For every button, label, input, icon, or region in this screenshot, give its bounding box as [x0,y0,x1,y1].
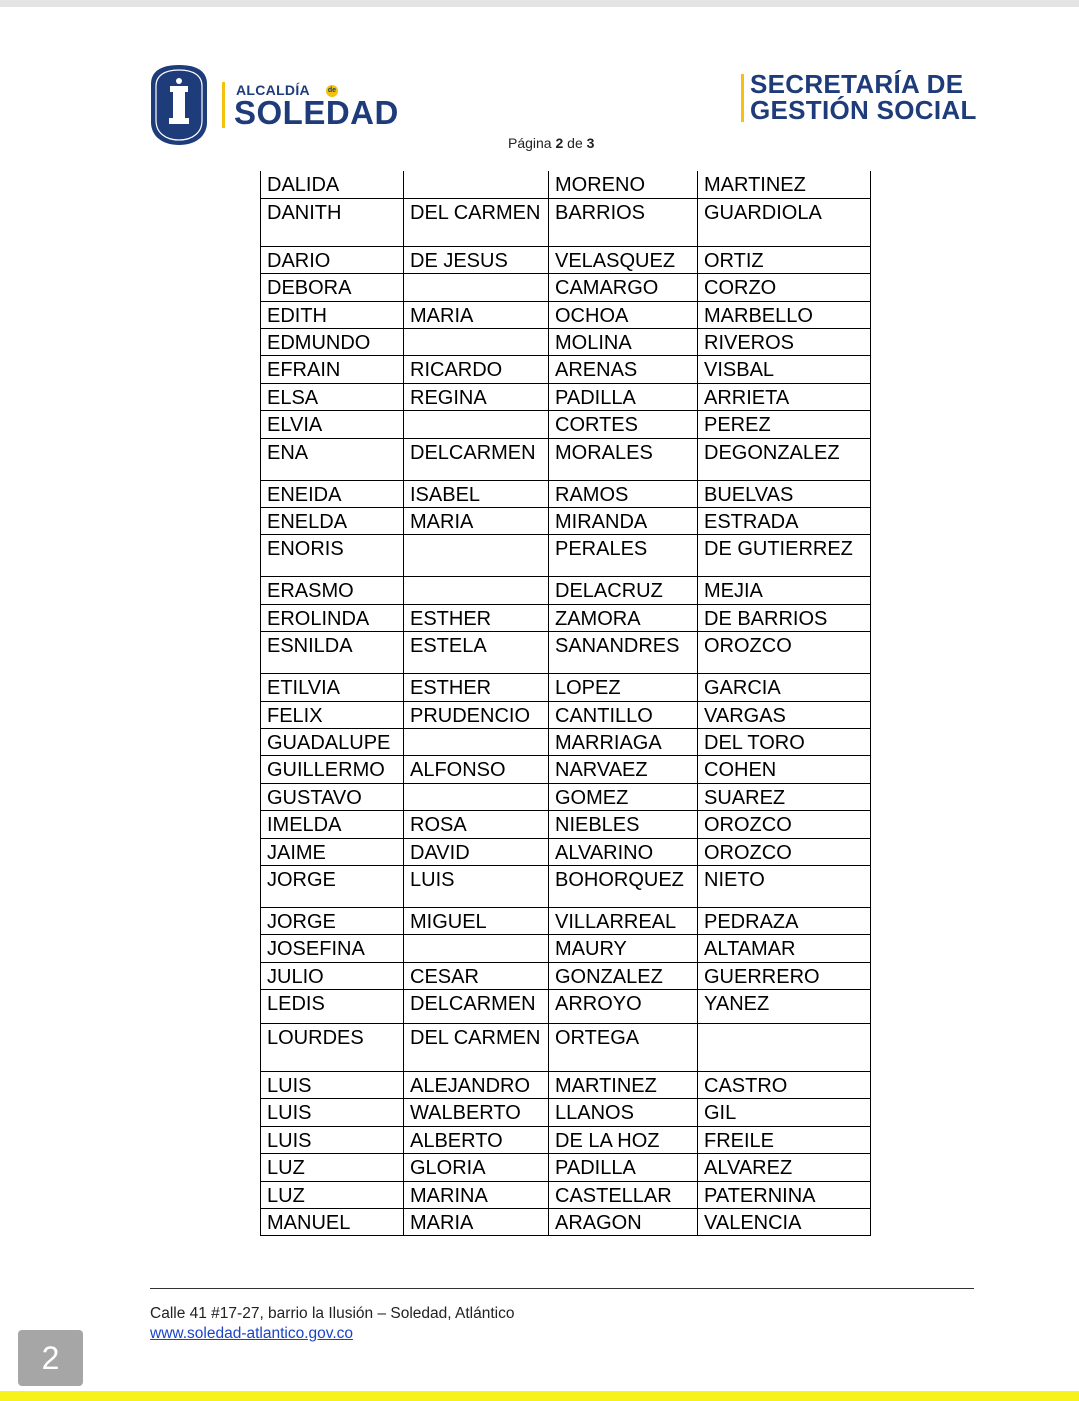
first-name-cell: ELSA [261,383,404,410]
first-surname-cell: MORENO [549,171,698,198]
middle-name-cell [404,577,549,604]
table-row [261,1154,871,1181]
beneficiaries-table [260,171,871,1236]
middle-name-cell: MIGUEL [404,907,549,934]
first-surname-cell: CASTELLAR [549,1181,698,1208]
first-surname-cell: MOLINA [549,329,698,356]
table-row [261,1181,871,1208]
first-name-cell: LUZ [261,1154,404,1181]
table-row [261,274,871,301]
page-prefix: Página [508,135,552,151]
second-surname-cell: ALTAMAR [698,935,871,962]
first-surname-cell: BOHORQUEZ [549,865,698,907]
first-name-cell: GUADALUPE [261,728,404,755]
second-surname-cell: YANEZ [698,990,871,1024]
middle-name-cell [404,329,549,356]
first-name-cell: ETILVIA [261,674,404,701]
middle-name-cell: ALFONSO [404,756,549,783]
middle-name-cell [404,728,549,755]
second-surname-cell: MARTINEZ [698,171,871,198]
first-surname-cell: ARENAS [549,356,698,383]
table-body [261,171,871,1236]
first-name-cell: EDMUNDO [261,329,404,356]
table-row [261,756,871,783]
middle-name-cell: MARIA [404,301,549,328]
first-surname-cell: ZAMORA [549,604,698,631]
right-logo-divider [741,74,744,122]
first-surname-cell: PADILLA [549,1154,698,1181]
second-surname-cell: BUELVAS [698,480,871,507]
middle-name-cell: MARIA [404,1209,549,1236]
footer-address: Calle 41 #17-27, barrio la Ilusión – Soledad, Atlántico [150,1305,515,1322]
second-surname-cell: OROZCO [698,632,871,674]
first-surname-cell: VELASQUEZ [549,246,698,273]
second-surname-cell: GARCIA [698,674,871,701]
first-surname-cell: ALVARINO [549,838,698,865]
first-name-cell: ENELDA [261,508,404,535]
first-surname-cell: OCHOA [549,301,698,328]
first-name-cell: JAIME [261,838,404,865]
first-name-cell: DANITH [261,198,404,246]
second-surname-cell: OROZCO [698,838,871,865]
table-row [261,577,871,604]
middle-name-cell: ALEJANDRO [404,1072,549,1099]
first-name-cell: LOURDES [261,1024,404,1072]
middle-name-cell: DAVID [404,838,549,865]
table-row [261,701,871,728]
alcaldia-de-badge: de [326,85,338,97]
second-surname-cell: ALVAREZ [698,1154,871,1181]
second-surname-cell: ESTRADA [698,508,871,535]
first-name-cell: MANUEL [261,1209,404,1236]
middle-name-cell: ESTHER [404,604,549,631]
soledad-logo-text: SOLEDAD [234,94,399,131]
table-row [261,508,871,535]
middle-name-cell: REGINA [404,383,549,410]
first-name-cell: JOSEFINA [261,935,404,962]
middle-name-cell: ISABEL [404,480,549,507]
table-row [261,907,871,934]
first-name-cell: ENA [261,438,404,480]
second-surname-cell: GIL [698,1099,871,1126]
first-surname-cell: CANTILLO [549,701,698,728]
first-name-cell: LUIS [261,1072,404,1099]
first-surname-cell: MARRIAGA [549,728,698,755]
second-surname-cell: OROZCO [698,811,871,838]
middle-name-cell: ESTHER [404,674,549,701]
first-name-cell: EDITH [261,301,404,328]
first-surname-cell: GOMEZ [549,783,698,810]
middle-name-cell [404,535,549,577]
second-surname-cell: DE GUTIERREZ [698,535,871,577]
table-row [261,674,871,701]
middle-name-cell [404,783,549,810]
table-row [261,535,871,577]
table-row [261,783,871,810]
first-name-cell: LUIS [261,1126,404,1153]
middle-name-cell [404,274,549,301]
first-surname-cell: LOPEZ [549,674,698,701]
first-surname-cell: ARROYO [549,990,698,1024]
second-surname-cell: DE BARRIOS [698,604,871,631]
table-row [261,1072,871,1099]
second-surname-cell: VARGAS [698,701,871,728]
second-surname-cell: GUERRERO [698,962,871,989]
middle-name-cell: DELCARMEN [404,990,549,1024]
second-surname-cell: CORZO [698,274,871,301]
first-surname-cell: NIEBLES [549,811,698,838]
second-surname-cell: NIETO [698,865,871,907]
middle-name-cell: ROSA [404,811,549,838]
first-surname-cell: MORALES [549,438,698,480]
middle-name-cell: DE JESUS [404,246,549,273]
first-surname-cell: SANANDRES [549,632,698,674]
table-row [261,198,871,246]
middle-name-cell: DEL CARMEN [404,1024,549,1072]
table-row [261,632,871,674]
second-surname-cell: DEL TORO [698,728,871,755]
table-row [261,865,871,907]
first-name-cell: FELIX [261,701,404,728]
first-name-cell: ERASMO [261,577,404,604]
second-surname-cell: FREILE [698,1126,871,1153]
second-surname-cell: PEREZ [698,411,871,438]
table-row [261,301,871,328]
first-surname-cell: CAMARGO [549,274,698,301]
first-name-cell: ENEIDA [261,480,404,507]
second-surname-cell: CASTRO [698,1072,871,1099]
first-name-cell: GUSTAVO [261,783,404,810]
second-surname-cell: SUAREZ [698,783,871,810]
first-surname-cell: DELACRUZ [549,577,698,604]
table-row [261,383,871,410]
table-row [261,1209,871,1236]
municipal-seal-icon [150,64,208,146]
table-row [261,438,871,480]
middle-name-cell [404,171,549,198]
page-indicator [508,135,594,151]
second-surname-cell: VALENCIA [698,1209,871,1236]
first-name-cell: ESNILDA [261,632,404,674]
table-row [261,935,871,962]
table-row [261,604,871,631]
second-surname-cell: ARRIETA [698,383,871,410]
alcaldia-label: ALCALDÍA [236,82,310,98]
first-name-cell: EROLINDA [261,604,404,631]
table-row [261,329,871,356]
footer-website-link[interactable]: www.soledad-atlantico.gov.co [150,1325,354,1342]
second-surname-cell: COHEN [698,756,871,783]
first-name-cell: JULIO [261,962,404,989]
page-current: 2 [555,135,564,151]
second-surname-cell: DEGONZALEZ [698,438,871,480]
second-surname-cell: GUARDIOLA [698,198,871,246]
first-name-cell: IMELDA [261,811,404,838]
first-surname-cell: MARTINEZ [549,1072,698,1099]
table-row [261,990,871,1024]
middle-name-cell: DEL CARMEN [404,198,549,246]
page-total: 3 [586,135,595,151]
first-surname-cell: MAURY [549,935,698,962]
middle-name-cell: ALBERTO [404,1126,549,1153]
table-row [261,480,871,507]
page-number-badge: 2 [18,1330,83,1386]
second-surname-cell: MEJIA [698,577,871,604]
second-surname-cell: VISBAL [698,356,871,383]
first-surname-cell: ORTEGA [549,1024,698,1072]
middle-name-cell: LUIS [404,865,549,907]
first-surname-cell: NARVAEZ [549,756,698,783]
first-name-cell: LUZ [261,1181,404,1208]
secretaria-title-line2: GESTIÓN SOCIAL [750,95,977,125]
first-surname-cell: PADILLA [549,383,698,410]
first-surname-cell: DE LA HOZ [549,1126,698,1153]
second-surname-cell: MARBELLO [698,301,871,328]
table-row [261,356,871,383]
second-surname-cell [698,1024,871,1072]
table-row [261,411,871,438]
footer-divider [150,1288,974,1289]
first-surname-cell: CORTES [549,411,698,438]
middle-name-cell: DELCARMEN [404,438,549,480]
page-sep: de [567,135,583,151]
first-surname-cell: VILLARREAL [549,907,698,934]
first-name-cell: ELVIA [261,411,404,438]
first-name-cell: EFRAIN [261,356,404,383]
top-edge [0,0,1079,7]
table-row [261,171,871,198]
first-surname-cell: BARRIOS [549,198,698,246]
middle-name-cell: MARINA [404,1181,549,1208]
middle-name-cell: CESAR [404,962,549,989]
table-row [261,838,871,865]
first-name-cell: DEBORA [261,274,404,301]
middle-name-cell: MARIA [404,508,549,535]
table-row [261,1024,871,1072]
middle-name-cell: PRUDENCIO [404,701,549,728]
second-surname-cell: RIVEROS [698,329,871,356]
first-surname-cell: GONZALEZ [549,962,698,989]
first-name-cell: JORGE [261,865,404,907]
first-name-cell: JORGE [261,907,404,934]
middle-name-cell: RICARDO [404,356,549,383]
table-row [261,1126,871,1153]
bottom-edge [0,1391,1079,1401]
first-name-cell: LEDIS [261,990,404,1024]
table-row [261,1099,871,1126]
middle-name-cell: ESTELA [404,632,549,674]
first-surname-cell: ARAGON [549,1209,698,1236]
first-name-cell: GUILLERMO [261,756,404,783]
first-name-cell: LUIS [261,1099,404,1126]
middle-name-cell [404,411,549,438]
first-surname-cell: PERALES [549,535,698,577]
table-row [261,246,871,273]
middle-name-cell [404,935,549,962]
secretaria-title-line1: SECRETARÍA DE [750,69,964,99]
first-surname-cell: LLANOS [549,1099,698,1126]
middle-name-cell: GLORIA [404,1154,549,1181]
middle-name-cell: WALBERTO [404,1099,549,1126]
table-row [261,728,871,755]
first-surname-cell: RAMOS [549,480,698,507]
first-name-cell: ENORIS [261,535,404,577]
left-logo-divider [222,82,225,128]
table-row [261,811,871,838]
first-surname-cell: MIRANDA [549,508,698,535]
first-name-cell: DALIDA [261,171,404,198]
first-name-cell: DARIO [261,246,404,273]
second-surname-cell: PATERNINA [698,1181,871,1208]
second-surname-cell: ORTIZ [698,246,871,273]
table-row [261,962,871,989]
second-surname-cell: PEDRAZA [698,907,871,934]
